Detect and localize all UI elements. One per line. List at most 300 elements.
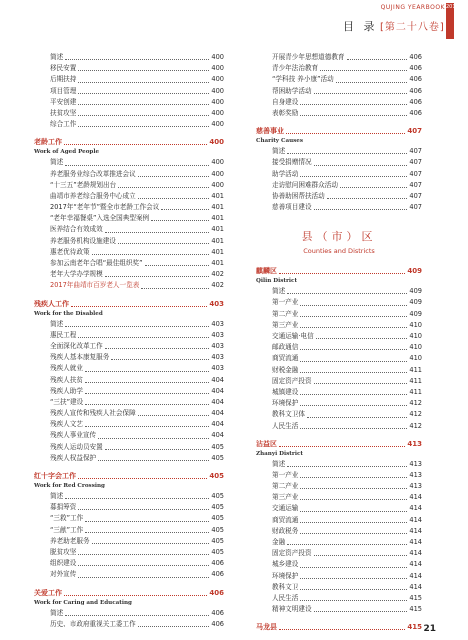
entry-title: 残疾人权益保护 — [50, 453, 97, 462]
toc-entry[interactable] — [256, 146, 422, 157]
leader-dots — [65, 157, 209, 165]
entry-title: 助学活动 — [272, 169, 299, 178]
entry-page: 411 — [409, 376, 422, 385]
toc-entry[interactable] — [256, 604, 422, 615]
entry-page: 401 — [211, 236, 224, 245]
section-heading[interactable] — [34, 298, 224, 310]
leader-dots — [300, 297, 407, 305]
entry-title: 走访慰问困难群众活动 — [272, 180, 338, 189]
leader-dots — [111, 352, 209, 360]
toc-entry[interactable] — [34, 408, 224, 419]
toc-entry[interactable] — [34, 558, 224, 569]
entry-title: 第一产业 — [272, 470, 299, 479]
toc-entry[interactable] — [256, 537, 422, 548]
toc-entry[interactable] — [256, 526, 422, 537]
leader-dots — [320, 63, 407, 71]
entry-page: 409 — [409, 309, 422, 318]
section-page: 403 — [209, 299, 224, 308]
leader-dots — [105, 442, 210, 450]
toc-entry[interactable] — [34, 169, 224, 180]
toc-entry[interactable] — [34, 319, 224, 330]
section-page: 407 — [407, 127, 422, 136]
toc-entry[interactable] — [34, 386, 224, 397]
toc-entry[interactable] — [34, 247, 224, 258]
section-english-title: Work for Caring and Educating — [34, 599, 132, 606]
leader-dots — [300, 387, 407, 395]
leader-dots — [300, 470, 407, 478]
section-title: 红十字会工作 — [34, 472, 76, 480]
entry-title: 项目管理 — [50, 86, 77, 95]
entry-page: 409 — [409, 287, 422, 296]
entry-page: 406 — [211, 570, 224, 579]
entry-page: 401 — [211, 259, 224, 267]
entry-page: 404 — [211, 431, 224, 440]
entry-page: 410 — [409, 332, 422, 340]
toc-entry[interactable] — [256, 593, 422, 604]
section-heading[interactable] — [34, 470, 224, 482]
toc-title: 目 录 — [343, 20, 378, 33]
leader-dots — [85, 363, 209, 371]
section-title: 马龙县 — [256, 623, 277, 632]
entry-title: 财政税务 — [272, 526, 299, 535]
section-heading[interactable] — [256, 621, 422, 633]
entry-title: 惠老优待政策 — [50, 247, 90, 256]
entry-page: 405 — [211, 525, 224, 534]
entry-title: 财税金融 — [272, 365, 299, 374]
entry-page: 407 — [409, 203, 422, 212]
entry-title: “三救”工作 — [50, 514, 84, 523]
entry-title: 教科文卫体 — [272, 410, 305, 419]
leader-dots — [161, 202, 209, 210]
toc-entry[interactable] — [34, 213, 224, 224]
toc-entry[interactable] — [34, 74, 224, 85]
toc-entry[interactable] — [256, 286, 422, 297]
leader-dots — [138, 408, 210, 416]
leader-dots — [300, 353, 407, 361]
toc-entry[interactable] — [256, 481, 422, 492]
toc-entry[interactable] — [256, 342, 422, 353]
leader-dots — [336, 74, 408, 82]
page-number: 21 — [423, 624, 436, 634]
entry-page: 412 — [409, 410, 422, 419]
leader-dots — [64, 136, 207, 145]
toc-entry[interactable] — [256, 97, 422, 108]
entry-title: 残疾人运动员安置 — [50, 442, 103, 451]
leader-dots — [300, 481, 407, 489]
leader-dots — [300, 571, 407, 579]
entry-title: “老年幸福餐桌”入选全国典型案例 — [50, 214, 150, 223]
toc-entry[interactable] — [34, 513, 224, 524]
year-badge: 2018 — [446, 3, 454, 39]
leader-dots — [138, 619, 210, 627]
entry-title: 第三产业 — [272, 493, 299, 502]
toc-entry[interactable] — [34, 191, 224, 202]
toc-entry[interactable] — [256, 169, 422, 180]
entry-page: 400 — [211, 97, 224, 106]
toc-entry[interactable] — [256, 74, 422, 85]
leader-dots — [65, 319, 209, 327]
leader-dots — [300, 492, 407, 500]
leader-dots — [85, 525, 209, 533]
entry-page: 405 — [211, 442, 224, 451]
leader-dots — [85, 397, 209, 405]
left-column — [34, 52, 224, 630]
entry-page: 406 — [409, 108, 422, 117]
leader-dots — [105, 224, 210, 232]
entry-title: 第三产业 — [272, 320, 299, 329]
toc-entry[interactable] — [256, 63, 422, 74]
toc-entry[interactable] — [256, 470, 422, 481]
toc-entry[interactable] — [256, 387, 422, 398]
toc-entry[interactable] — [256, 353, 422, 364]
leader-dots — [98, 453, 209, 461]
toc-entry[interactable] — [34, 375, 224, 386]
entry-title: 慈善项目建设 — [272, 203, 312, 212]
toc-entry[interactable] — [256, 157, 422, 168]
leader-dots — [314, 157, 408, 165]
entry-title: 交通运输 — [272, 504, 299, 513]
entry-page: 400 — [211, 169, 224, 178]
leader-dots — [78, 63, 209, 71]
leader-dots — [287, 537, 407, 545]
toc-entry[interactable] — [34, 430, 224, 441]
leader-dots — [307, 409, 407, 417]
entry-title: 残疾人助学 — [50, 386, 83, 395]
section-english-title: Charity Causes — [256, 138, 303, 145]
toc-entry[interactable] — [256, 365, 422, 376]
toc-entry[interactable] — [34, 119, 224, 130]
leader-dots — [92, 536, 210, 544]
toc-entry[interactable] — [34, 180, 224, 191]
leader-dots — [287, 286, 407, 294]
toc-entry[interactable] — [256, 202, 422, 213]
section-title: 麒麟区 — [256, 267, 277, 276]
toc-entry[interactable] — [34, 258, 224, 269]
entry-page: 402 — [211, 281, 224, 290]
entry-title: 人民生活 — [272, 421, 299, 430]
toc-entry[interactable] — [256, 86, 422, 97]
toc-entry[interactable] — [34, 63, 224, 74]
entry-page: 407 — [409, 147, 422, 156]
toc-entry[interactable] — [34, 330, 224, 341]
toc-entry[interactable] — [34, 86, 224, 97]
entry-title: 综合工作 — [50, 120, 77, 129]
entry-page: 407 — [409, 169, 422, 178]
toc-entry[interactable] — [256, 548, 422, 559]
entry-page: 413 — [409, 482, 422, 491]
entry-page: 407 — [409, 191, 422, 200]
entry-page: 404 — [211, 420, 224, 429]
section-page: 413 — [407, 439, 422, 448]
region-title-cn: 县（市）区 — [301, 230, 377, 244]
entry-page: 403 — [211, 353, 224, 362]
entry-page: 414 — [409, 582, 422, 591]
section-page: 405 — [209, 472, 224, 480]
right-column — [256, 52, 422, 633]
entry-page: 415 — [409, 593, 422, 602]
leader-dots — [98, 430, 209, 438]
leader-dots — [347, 52, 408, 60]
toc-entry[interactable] — [34, 419, 224, 430]
section-heading[interactable] — [256, 438, 422, 450]
entry-page: 405 — [211, 536, 224, 545]
entry-title: “十三五”老龄规划出台 — [50, 180, 117, 189]
leader-dots — [279, 621, 405, 630]
toc-entry[interactable] — [34, 157, 224, 168]
toc-entry[interactable] — [256, 108, 422, 119]
leader-dots — [145, 258, 210, 266]
toc-entry[interactable] — [34, 569, 224, 580]
toc-entry[interactable] — [34, 52, 224, 63]
toc-entry[interactable] — [256, 421, 422, 432]
toc-entry[interactable] — [34, 97, 224, 108]
entry-title: 商贸流通 — [272, 515, 299, 524]
entry-page: 411 — [409, 365, 422, 374]
entry-title: 城乡建设 — [272, 560, 299, 569]
toc-entry[interactable] — [256, 559, 422, 570]
toc-entry[interactable] — [34, 280, 224, 291]
entry-title: 残疾人宣传和残疾人社会保障 — [50, 409, 136, 418]
entry-page: 406 — [409, 86, 422, 95]
toc-entry[interactable] — [34, 453, 224, 464]
leader-dots — [85, 386, 209, 394]
entry-title: 教科文卫 — [272, 582, 299, 591]
leader-dots — [314, 86, 408, 94]
leader-dots — [105, 341, 210, 349]
toc-entry[interactable] — [34, 202, 224, 213]
leader-dots — [327, 191, 408, 199]
leader-dots — [340, 180, 407, 188]
entry-page: 412 — [409, 421, 422, 430]
entry-page: 404 — [211, 375, 224, 384]
entry-page: 403 — [211, 319, 224, 328]
entry-title: 简述 — [50, 492, 64, 500]
toc-entry[interactable] — [256, 309, 422, 320]
entry-page: 403 — [211, 341, 224, 350]
toc-entry[interactable] — [256, 180, 422, 191]
entry-title: 简述 — [272, 459, 286, 468]
leader-dots — [118, 236, 209, 244]
section-title: 关爱工作 — [34, 588, 62, 597]
entry-title: 组织建设 — [50, 559, 77, 568]
entry-title: 募捐筹资 — [50, 503, 77, 512]
leader-dots — [85, 419, 209, 427]
entry-page: 414 — [409, 504, 422, 513]
toc-entry[interactable] — [256, 582, 422, 593]
leader-dots — [286, 125, 405, 134]
entry-title: “三扶”建设 — [50, 397, 84, 406]
leader-dots — [138, 191, 210, 199]
section-heading[interactable] — [34, 136, 224, 148]
entry-page: 403 — [211, 330, 224, 339]
toc-entry[interactable] — [256, 503, 422, 514]
entry-title: 第一产业 — [272, 298, 299, 307]
toc-entry[interactable] — [256, 409, 422, 420]
leader-dots — [316, 331, 408, 339]
section-heading[interactable] — [34, 587, 224, 599]
entry-page: 406 — [211, 619, 224, 628]
toc-entry[interactable] — [34, 269, 224, 280]
leader-dots — [300, 582, 407, 590]
leader-dots — [78, 569, 209, 577]
entry-title: 全面深化改革工作 — [50, 341, 103, 350]
entry-page: 411 — [409, 387, 422, 396]
toc-entry[interactable] — [34, 108, 224, 119]
entry-title: 第二产业 — [272, 309, 299, 318]
entry-page: 410 — [409, 354, 422, 363]
toc-entry[interactable] — [34, 236, 224, 247]
entry-page: 414 — [409, 526, 422, 535]
entry-page: 407 — [409, 180, 422, 189]
leader-dots — [71, 298, 207, 307]
entry-title: 第二产业 — [272, 482, 299, 491]
toc-entry[interactable] — [256, 515, 422, 526]
leader-dots — [300, 169, 407, 177]
entry-title: 2017年“老年节”暨全市老龄工作会议 — [50, 203, 160, 212]
toc-entry[interactable] — [34, 536, 224, 547]
leader-dots — [300, 365, 407, 373]
leader-dots — [279, 438, 405, 447]
entry-title: “学科技 养小康”活动 — [272, 75, 334, 84]
toc-entry[interactable] — [34, 502, 224, 513]
entry-title: 开展青少年思想道德教育 — [272, 53, 345, 61]
section-heading[interactable] — [256, 265, 422, 277]
toc-entry[interactable] — [34, 547, 224, 558]
leader-dots — [300, 97, 407, 105]
leader-dots — [314, 376, 408, 384]
entry-page: 404 — [211, 409, 224, 418]
entry-title: 简述 — [50, 319, 64, 328]
toc-entry[interactable] — [34, 608, 224, 619]
leader-dots — [300, 559, 407, 567]
section-english-title: Zhanyi District — [256, 450, 303, 457]
section-page: 400 — [209, 138, 224, 147]
toc-entry[interactable] — [256, 376, 422, 387]
entry-title: 表彰奖励 — [272, 108, 299, 117]
entry-page: 404 — [211, 386, 224, 395]
toc-entry[interactable] — [34, 442, 224, 453]
section-english-title: Work for the Disabled — [34, 310, 103, 317]
leader-dots — [287, 146, 407, 154]
entry-page: 400 — [211, 64, 224, 73]
toc-entry[interactable] — [256, 492, 422, 503]
entry-title: 移民安置 — [50, 64, 77, 73]
toc-entry[interactable] — [256, 459, 422, 470]
leader-dots — [138, 169, 210, 177]
leader-dots — [300, 515, 407, 523]
toc-entry[interactable] — [256, 331, 422, 342]
entry-page: 414 — [409, 560, 422, 569]
entry-title: 邮政通信 — [272, 343, 299, 352]
entry-title: 脱贫攻坚 — [50, 547, 77, 556]
leader-dots — [300, 526, 407, 534]
entry-title: 老年大学办学规模 — [50, 270, 103, 279]
toc-entry[interactable] — [34, 525, 224, 536]
entry-page: 406 — [409, 53, 422, 61]
leader-dots — [141, 280, 209, 288]
entry-page: 402 — [211, 270, 224, 279]
section-english-title: Work for Red Crossing — [34, 483, 105, 489]
entry-page: 405 — [211, 453, 224, 462]
entry-page: 400 — [211, 53, 224, 61]
toc-entry[interactable] — [256, 398, 422, 409]
yearbook-label: QUJING YEARBOOK — [380, 4, 445, 11]
entry-page: 414 — [409, 538, 422, 546]
section-title: 慈善事业 — [256, 127, 284, 136]
toc-entry[interactable] — [256, 52, 422, 63]
entry-title: 简述 — [272, 147, 286, 156]
section-title: 残疾人工作 — [34, 299, 69, 308]
leader-dots — [78, 502, 209, 510]
volume-label: [第二十八卷] — [380, 22, 445, 33]
leader-dots — [300, 593, 407, 601]
leader-dots — [78, 119, 209, 127]
toc-entry[interactable] — [34, 352, 224, 363]
toc-entry[interactable] — [256, 320, 422, 331]
entry-page: 401 — [211, 247, 224, 256]
toc-entry[interactable] — [256, 191, 422, 202]
entry-title: 扶贫攻坚 — [50, 108, 77, 117]
entry-page: 401 — [211, 214, 224, 223]
entry-page: 414 — [409, 549, 422, 558]
region-title-en: Counties and Districts — [303, 247, 375, 256]
entry-title: 2017年曲靖市百岁老人一览表 — [50, 281, 140, 290]
leader-dots — [78, 108, 209, 116]
leader-dots — [300, 342, 407, 350]
leader-dots — [300, 398, 407, 406]
leader-dots — [314, 548, 408, 556]
entry-page: 401 — [211, 203, 224, 212]
entry-title: “三献”工作 — [50, 525, 84, 534]
section-english-title: Work of Aged People — [34, 149, 100, 156]
leader-dots — [118, 180, 209, 188]
section-heading[interactable] — [256, 125, 422, 137]
entry-page: 401 — [211, 225, 224, 234]
leader-dots — [151, 213, 209, 221]
entry-title: 曲靖市养老综合服务中心成立 — [50, 191, 136, 200]
entry-title: 帮困助学活动 — [272, 86, 312, 95]
section-english-title: Qilin District — [256, 278, 298, 285]
entry-page: 414 — [409, 493, 422, 502]
leader-dots — [85, 513, 209, 521]
toc-entry[interactable] — [34, 224, 224, 235]
toc-entry[interactable] — [34, 341, 224, 352]
toc-entry[interactable] — [34, 397, 224, 408]
entry-title: 对外宣传 — [50, 570, 77, 579]
entry-page: 405 — [211, 503, 224, 512]
section-title: 老龄工作 — [34, 138, 62, 147]
entry-title: 金融 — [272, 538, 286, 546]
entry-page: 406 — [409, 97, 422, 106]
entry-page: 406 — [211, 559, 224, 568]
toc-entry[interactable] — [256, 297, 422, 308]
leader-dots — [78, 470, 207, 479]
leader-dots — [314, 202, 408, 210]
toc-entry[interactable] — [34, 491, 224, 502]
toc-entry[interactable] — [34, 619, 224, 630]
entry-page: 400 — [211, 120, 224, 129]
page-header — [0, 0, 468, 44]
toc-entry[interactable] — [34, 363, 224, 374]
entry-title: 环境保护 — [272, 399, 299, 408]
toc-entry[interactable] — [256, 571, 422, 582]
leader-dots — [64, 587, 207, 596]
section-page: 406 — [209, 588, 224, 597]
entry-title: 后期扶持 — [50, 75, 77, 84]
entry-title: 商贸流通 — [272, 354, 299, 363]
leader-dots — [300, 108, 407, 116]
entry-title: 精神文明建设 — [272, 605, 312, 614]
